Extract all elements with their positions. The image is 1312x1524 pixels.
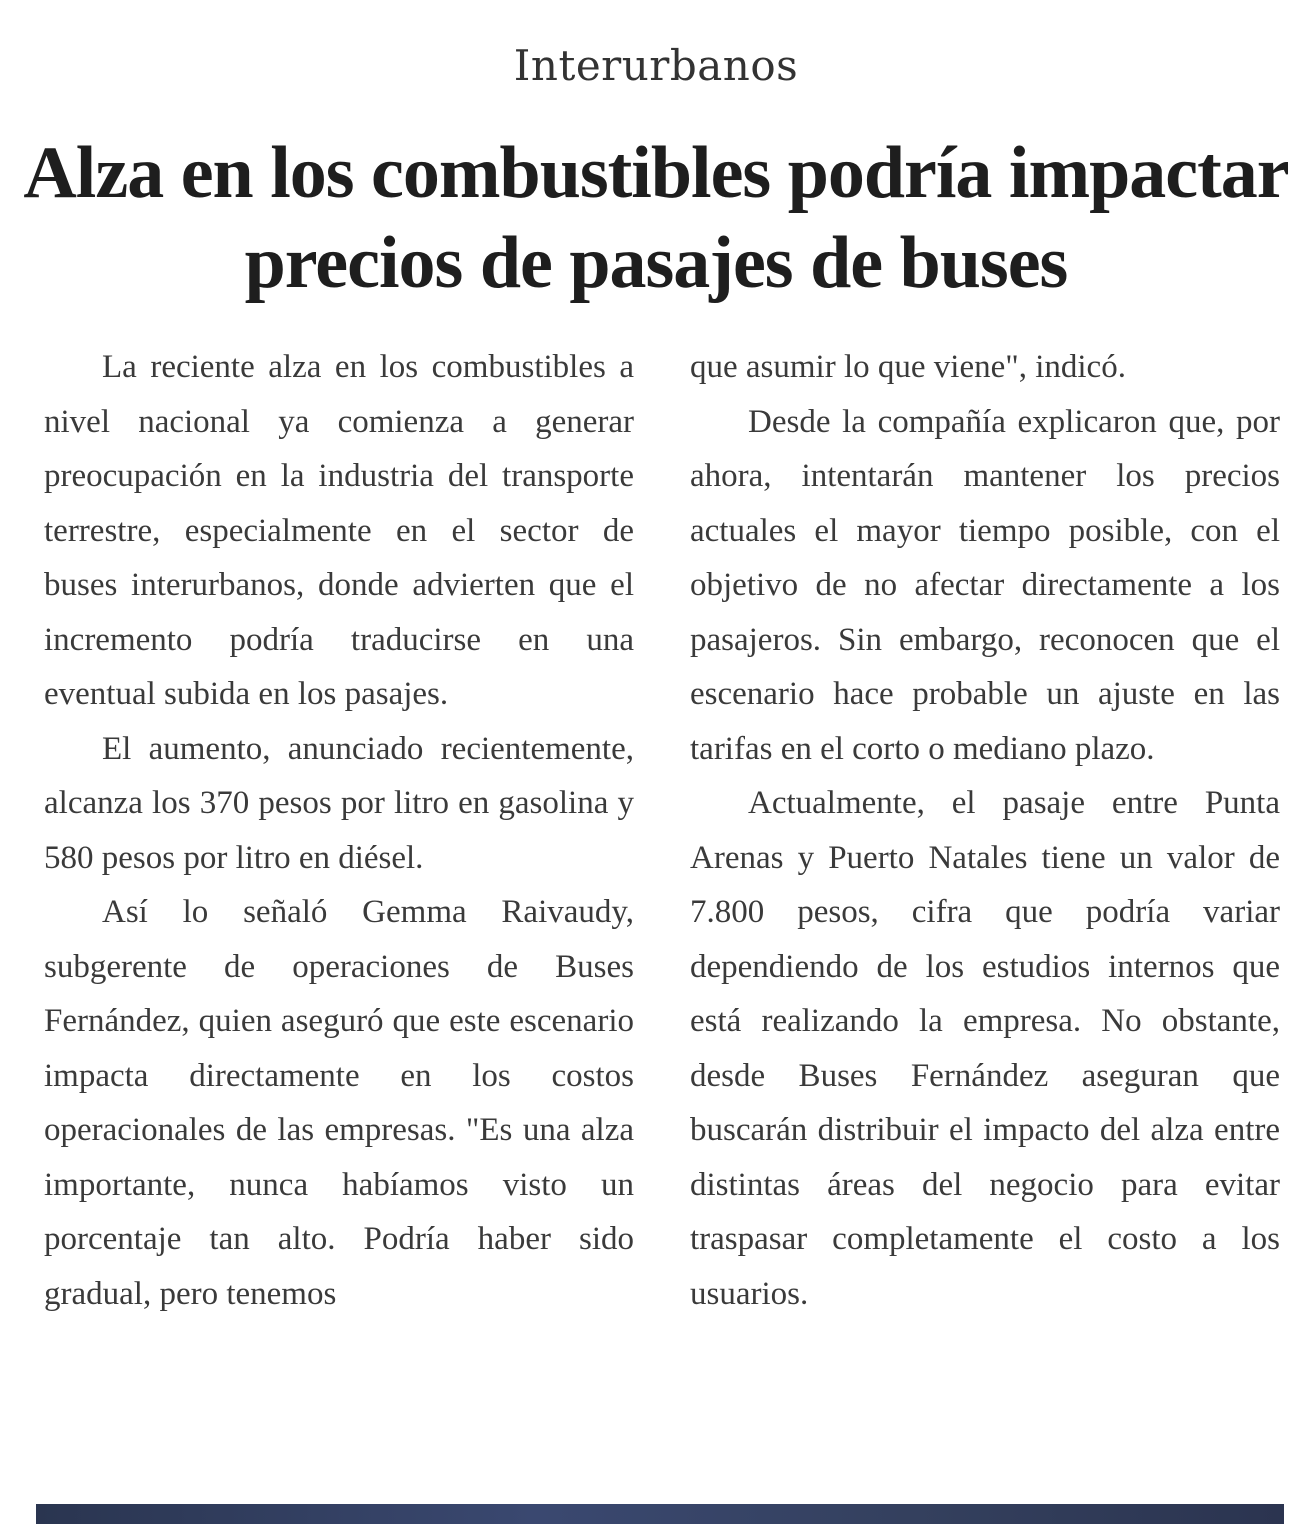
paragraph: La reciente alza en los combustibles a nivel nacional ya comienza a generar preocupación en la industria del transporte terrestre, especialmente en el sector de buses interurbanos, donde advierten que el incremento podría traducirse en una eventual subida en los pasajes. xyxy=(44,349,634,712)
section-label: Interurbanos xyxy=(513,41,799,90)
paragraph: Así lo señaló Gemma Raivaudy, subgerente de operaciones de Buses Fernández, quien aseguró que este escenario impacta directamente en los costos operacionales de las empresas. "Es una alza importante, nunca habíamos visto un porcentaje tan alto. Podría haber sido gradual, pero tenemos xyxy=(44,894,634,1312)
paragraph: Desde la compañía explicaron que, por ahora, intentarán mantener los precios actuales el mayor tiempo posible, con el objetivo de no afectar directamente a los pasajeros. Sin embargo, reconocen que el escenario hace probable un ajuste en las tarifas en el corto o mediano plazo. xyxy=(690,403,1280,767)
paragraph: El aumento, anunciado recientemente, alcanza los 370 pesos por litro en gasolina y 580 pesos por litro en diésel. xyxy=(44,730,634,876)
article-column-right xyxy=(690,340,1280,1321)
paragraph: Actualmente, el pasaje entre Punta Arenas y Puerto Natales tiene un valor de 7.800 pesos, cifra que podría variar dependiendo de los estudios internos que está realizando la empresa. No obstante, desde Buses Fernández aseguran que buscarán distribuir el impacto del alza entre distintas áreas del negocio para evitar traspasar completamente el costo a los usuarios. xyxy=(690,785,1280,1312)
paragraph-continuation: que asumir lo que viene", indicó. xyxy=(690,349,1126,385)
headline: Alza en los combustibles podría impactar precios de pasajes de buses xyxy=(23,132,1289,304)
photo-strip xyxy=(36,1504,1284,1524)
article-column-left xyxy=(44,340,634,1321)
